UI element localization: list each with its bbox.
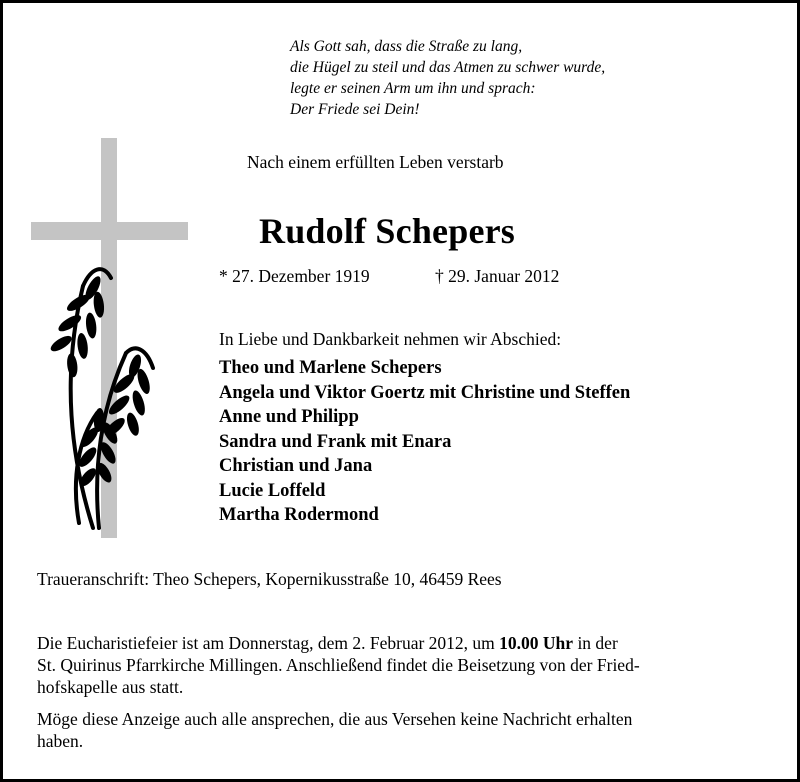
farewell-text: In Liebe und Dankbarkeit nehmen wir Abschied:: [219, 329, 562, 349]
poem-line: Der Friede sei Dein!: [290, 101, 420, 118]
deceased-name: Rudolf Schepers: [259, 211, 516, 251]
mourner: Anne und Philipp: [219, 407, 359, 427]
service-text: in der: [573, 633, 618, 653]
mourning-address: Traueranschrift: Theo Schepers, Kopernikusstraße 10, 46459 Rees: [37, 569, 502, 589]
service-text: Die Eucharistiefeier ist am Donnerstag, dem 2. Februar 2012, um: [37, 633, 500, 653]
poem-line: legte er seinen Arm um ihn und sprach:: [290, 80, 536, 97]
notice-line: haben.: [37, 731, 84, 751]
poem-line: Als Gott sah, dass die Straße zu lang,: [290, 38, 523, 55]
mourner: Angela und Viktor Goertz mit Christine und Steffen: [219, 382, 631, 403]
mourner: Sandra und Frank mit Enara: [219, 431, 452, 452]
service-time: 10.00 Uhr: [499, 633, 574, 653]
notice-text: [37, 708, 777, 752]
poem: [290, 36, 605, 120]
mourner: Martha Rodermond: [219, 505, 379, 525]
mourners-list: [219, 356, 630, 528]
mourner: Lucie Loffeld: [219, 480, 326, 501]
service-line: St. Quirinus Pfarrkirche Millingen. Anschließend findet die Beisetzung von der Fried-: [37, 655, 640, 675]
cross-with-wheat-icon: [31, 138, 191, 538]
poem-line: die Hügel zu steil und das Atmen zu schwer wurde,: [290, 59, 606, 76]
service-line: [37, 632, 777, 654]
mourner: Theo und Marlene Schepers: [219, 358, 442, 378]
cross-horizontal-beam: [31, 222, 188, 240]
death-date: † 29. Januar 2012: [435, 266, 560, 286]
mourner: Christian und Jana: [219, 456, 373, 476]
service-line: hofskapelle aus statt.: [37, 677, 184, 697]
notice-line: Möge diese Anzeige auch alle ansprechen, die aus Versehen keine Nachricht erhalten: [37, 709, 633, 729]
intro-text: Nach einem erfüllten Leben verstarb: [247, 152, 504, 172]
service-info: [37, 632, 777, 698]
birth-date: * 27. Dezember 1919: [219, 266, 370, 286]
